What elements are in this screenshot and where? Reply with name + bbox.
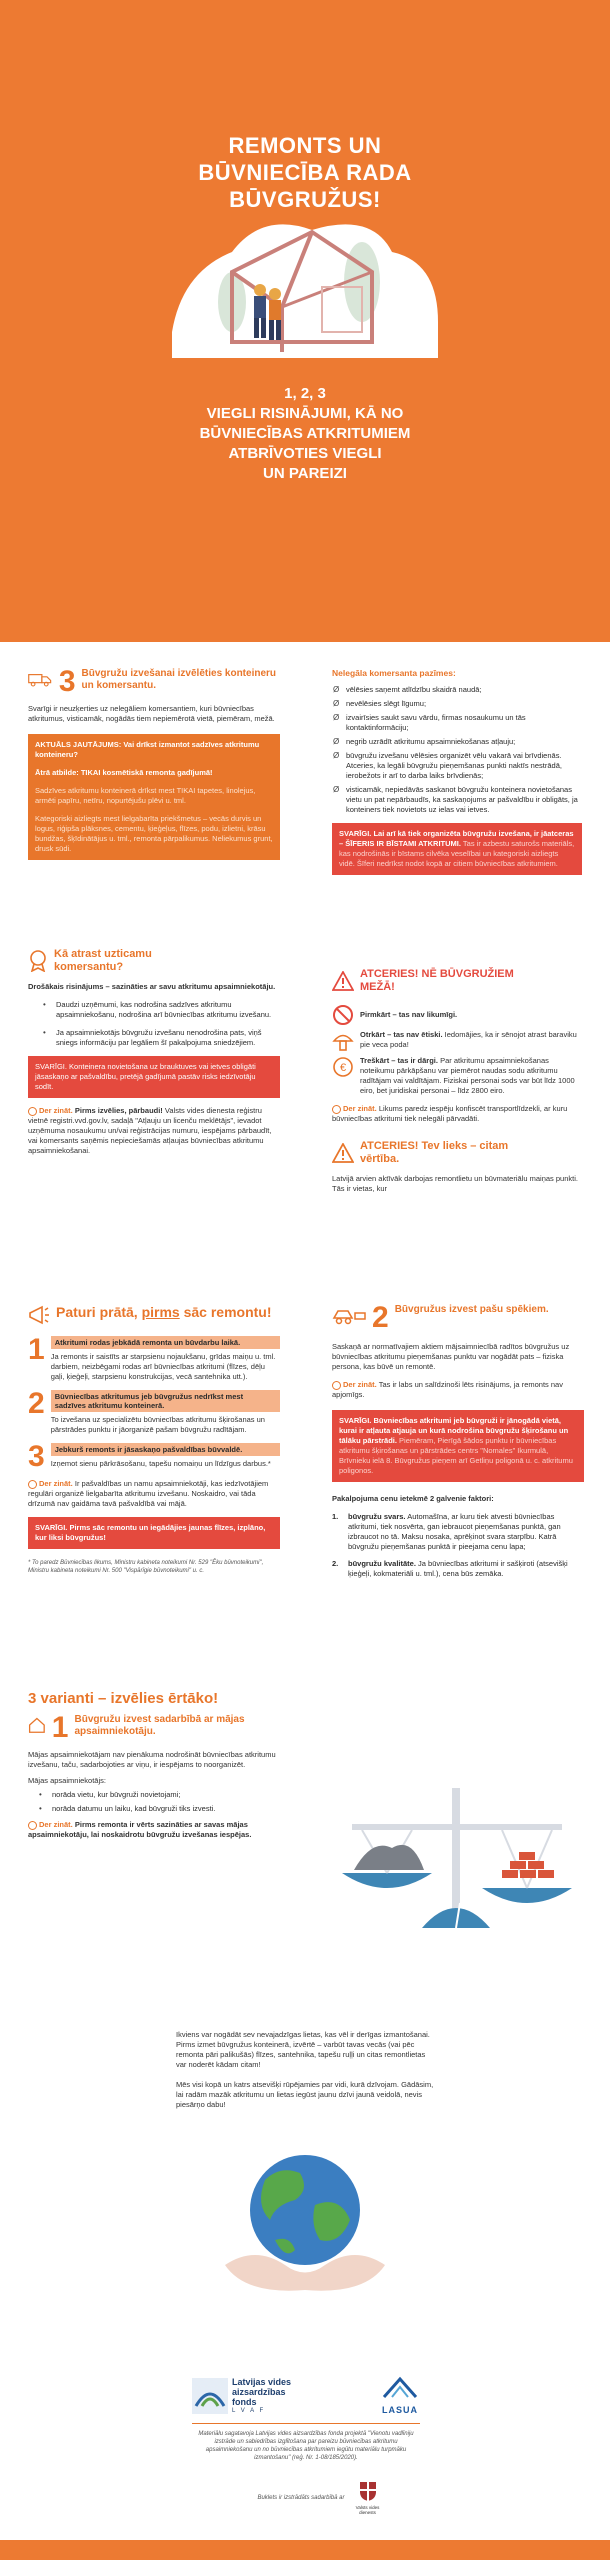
- item-number: 2: [28, 1387, 45, 1420]
- lvaf-name: Latvijas vides aizsardzības fonds: [232, 2376, 292, 2407]
- note-text: Likums paredz iespēju konfiscēt transportlīdzekli, ar kuru būvniecības atkritumi tiek nelegāli pārvadāti.: [332, 1104, 568, 1123]
- house-icon: [28, 1714, 46, 1736]
- section-title: 3 varianti – izvēlies ērtāko!: [28, 1690, 219, 1707]
- option-text: Mājas apsaimniekotājam nav pienākuma nodrošināt būvniecības atkritumu izvešanu, taču, sadarbojoties ar viņu, ir iespējams to noorganizēt.: [28, 1750, 276, 1769]
- list-item: [332, 1559, 584, 1579]
- section-title: Būvgružu izvešanai izvēlēties konteineru un komersantu.: [81, 668, 277, 691]
- hero-banner: [0, 0, 610, 642]
- closing-text: Mēs visi kopā un katrs atsevišķi rūpējamies par vidi, kurā dzīvojam. Gādāsim, lai radām mazāk atkritumu un lietas iegūst jaunu dzīvi jaunā veidolā, nevis piesārņo dabu!: [176, 2080, 434, 2109]
- list-item: [332, 1512, 584, 1552]
- item-number: 1: [28, 1333, 45, 1366]
- title-part: pirms: [141, 1304, 180, 1320]
- warning-text: Piemēram, Pierīgā šādos punktu ir būvniecības atkritumu šķirošanas un pārstrādes centrs "Nomales" Ikurmulā, Brīvnieku ielā 8. Būvgružus pieņem arī Getliņu poligonā u. c. atkritumu poligonos.: [339, 1436, 573, 1475]
- hero-subtitle: [0, 384, 610, 484]
- factor-text: Automašīna, ar kuru tiek atvesti būvniecības atkritumi, tiek nosvērta, gan iebraucot pieņemšanas punktā, gan izbraucot no tā. Maksu nosaka, aprēķinot svara starpību. Katrā būvgružu pieņemšanas punktā ir pieejama cenu lapa;: [348, 1512, 561, 1551]
- reason-head: Treškārt – tas ir dārgi.: [360, 1056, 438, 1065]
- section-title: Kā atrast uzticamu komersantu?: [54, 948, 152, 973]
- section-no-forest: [332, 968, 582, 1124]
- lightbulb-icon: [28, 1107, 37, 1116]
- note-head: Der zināt.: [39, 1479, 73, 1488]
- option-number: 1: [51, 1711, 69, 1744]
- list-item: Ø izvairīsies saukt savu vārdu, firmas nosaukumu un tās kontaktinformāciju;: [332, 713, 582, 733]
- section-illegal-signs: [332, 668, 582, 875]
- construction-workers-illustration: [172, 212, 438, 358]
- bullet-list: [28, 1790, 280, 1814]
- box-forbidden-text: Kategoriski aizliegts mest lielgabarīta priekšmetus – vecās durvis un logus, riģipša plāksnes, cementu, ķieģeļus, flīzes, podu, izlietni, krāsu bundžas, šķīdinātājus u. tml., remonta pārpalikumus. Neliekumus grunt, drusk sūdi.: [35, 814, 273, 853]
- factor-text: Ja būvniecības atkritumi ir sašķiroti (atsevišķi ķieģeļi, kokmateriāli u. tml.), cena būs zemāka.: [348, 1559, 568, 1578]
- megaphone-icon: [28, 1304, 50, 1326]
- lightbulb-icon: [28, 1480, 37, 1489]
- step-number: 3: [58, 665, 76, 698]
- hero-title-line: BŪVGRUŽUS!: [229, 187, 381, 212]
- section-title: Nelegāla komersanta pazīmes:: [332, 668, 456, 678]
- warning-box: SVARĪGI. Konteinera novietošana uz brauktuves vai ietves obligāti jāsaskaņo ar pašvaldību, pretējā gadījumā pastāv risks iedzīvotāju sodīt.: [28, 1056, 280, 1098]
- reason-row: [332, 1004, 582, 1026]
- factor-list: [332, 1512, 584, 1579]
- lightbulb-icon: [28, 1821, 37, 1830]
- footnote: * To paredz Būvniecības likums, Ministru kabineta noteikumi Nr. 529 "Ēku būvnoteikumi", Ministru kabineta noteikumi Nr. 500 "Vispārīgie būvnoteikumi" u. c.: [28, 1560, 264, 1574]
- warning-box: SVARĪGI. Pirms sāc remontu un iegādājies jaunas flīzes, izplāno, kur liksi būvgružus!: [28, 1517, 280, 1549]
- warning-box-asbestos: [332, 823, 582, 875]
- section-self-transport: [332, 1301, 584, 1586]
- coat-of-arms-icon: [357, 2480, 379, 2502]
- section-text: Latvijā arvien aktīvāk darbojas remontlietu un būvmateriālu maiņas punkti. Tās ir vietas, kur: [332, 1174, 578, 1193]
- reason-head: Otrkārt – tas nav ētiski.: [360, 1030, 443, 1039]
- item-tag: Jebkurš remonts ir jāsaskaņo pašvaldības būvvaldē.: [51, 1443, 280, 1456]
- option-text: Saskaņā ar normatīvajiem aktiem mājsaimniecībā radītos būvgružus uz būvniecības atkritumu pieņemšanas punktu var nogādāt pats – fiziska persona, kas būvē un remontē.: [332, 1342, 570, 1371]
- list-item: Ø būvgružu izvešanu vēlēsies organizēt vēlu vakarā vai brīvdienās. Atceries, ka legāli būvgružu pieņemšanas punkti naktīs nestrādā, ierobežots ir arī to darba laiks brīvdienās;: [332, 751, 582, 781]
- section-closing: [176, 2030, 434, 2110]
- note-head: Der zināt.: [39, 1820, 73, 1829]
- section-before-renovation: [28, 1304, 280, 1575]
- note-head: Der zināt.: [343, 1380, 377, 1389]
- item-text: Izņemot sienu pārkrāsošanu, tapešu nomaiņu un līdzīgus darbus.*: [50, 1459, 271, 1468]
- factor-head: būvgružu svars.: [348, 1512, 406, 1521]
- list-item: Ø nevēlēsies slēgt līgumu;: [332, 699, 582, 709]
- list-item: [28, 1440, 280, 1473]
- factors-title: Pakalpojuma cenu ietekmē 2 galvenie faktori:: [332, 1494, 494, 1503]
- hero-title-line: REMONTS UN: [228, 133, 382, 158]
- car-trailer-icon: [332, 1304, 366, 1326]
- list-item: [28, 1387, 280, 1435]
- list-item: • Ja apsaimniekotājs būvgružu izvešanu nenodrošina pats, viņš sniegs informāciju par legāliem šī pakalpojuma sniedzējiem.: [42, 1028, 280, 1048]
- note-bold: Pirms izvēlies, pārbaudi!: [74, 1106, 163, 1115]
- option-title: Būvgružu izvest sadarbībā ar mājas apsaimniekotāju.: [74, 1714, 245, 1737]
- list-item: [28, 1333, 280, 1382]
- vvd-logo: [353, 2480, 383, 2515]
- reason-text: Par atkritumu apsaimniekošanas noteikumu pārkāpšanu var piemērot naudas sodu atkritumu radītājam vai valdītājam. Fiziskai personai sods var būt līdz 1000 eiro, bet juridiskai personai – līdz 2800 eiro.: [360, 1056, 575, 1095]
- section-title: ATCERIES! NĒ BŪVGRUŽIEM MEŽĀ!: [360, 968, 514, 993]
- list-item: • norāda datumu un laiku, kad būvgruži tiks izvesti.: [38, 1804, 280, 1814]
- hero-sub-line: VIEGLI RISINĀJUMI, KĀ NO: [206, 405, 404, 422]
- list-item: Ø visticamāk, nepiedāvās saskanot būvgružu konteinera novietošanas vietu un pat nepārbaudīs, ka saskaņojums ar pašvaldību ir obligāts, ja konteiners tiek novietots uz ielas vai ietves.: [332, 785, 582, 815]
- sign-list: [332, 685, 582, 815]
- factor-number: 1.: [332, 1512, 339, 1521]
- hero-sub-line: ATBRĪVOTIES VIEGLI: [228, 445, 382, 462]
- lvaf-abbr: L V A F: [232, 2407, 266, 2414]
- lvaf-logo: [192, 2377, 312, 2415]
- list-item: Ø negrib uzrādīt atkritumu apsaimniekošanas atļauju;: [332, 737, 582, 747]
- option-number: 2: [372, 1301, 389, 1334]
- note-head: Der zināt.: [343, 1104, 377, 1113]
- bullet-list: [28, 1000, 280, 1048]
- section-title: ATCERIES! Tev lieks – citam vērtība.: [360, 1140, 509, 1165]
- section-find-company: [28, 948, 280, 1156]
- truck-icon: [28, 668, 53, 690]
- hero-sub-line: 1, 2, 3: [284, 385, 326, 402]
- warning-text: Tas ir azbestu saturošs materiāls, kas nodrošinās ir bīstams cilvēka veselībai un kategoriski aizliegts vidē. Šīferi nedrīkst nodot kopā ar citiem būvniecības atkritumiem.: [339, 839, 575, 869]
- note: [28, 1479, 280, 1509]
- svg-text:€: €: [339, 1062, 347, 1074]
- lightbulb-icon: [332, 1105, 341, 1114]
- section-subtitle: Drošākais risinājums – sazināties ar savu atkritumu apsaimniekotāju.: [28, 982, 276, 991]
- option-title: Būvgružus izvest pašu spēkiem.: [394, 1304, 549, 1315]
- item-text: Ja remonts ir saistīts ar starpsienu nojaukšanu, grīdas maiņu u. tml. darbiem, neizbēgami rodas arī būvniecības atkritumi (flīzes, dēļu gaļi, ķieģeļi, starpsienu konstrukcijas, vecā santehnika utt.).: [50, 1352, 276, 1381]
- note-text: Ir pašvaldības un namu apsaimniekotāji, kas iedzīvotājiem regulāri organizē lielgabarīta atkritumu izvešanu. Noskaidro, vai tāda drīzumā nav gaidāma tavā pašvaldībā vai mājā.: [28, 1479, 269, 1508]
- reason-text: Iedomājies, ka ir sēnojot atrast baraviku pie veca poda!: [360, 1030, 577, 1049]
- reason-head: Pirmkārt – tas nav likumīgi.: [360, 1010, 458, 1019]
- item-text: To izvešana uz specializētu būvniecības atkritumu šķirošanas un pārstrādes punktu ir jāorganizē pašam būvgružu radītājam.: [50, 1415, 265, 1434]
- mushroom-icon: [332, 1030, 354, 1052]
- note: [332, 1380, 584, 1400]
- note-text: Pirms remonta ir vērts sazināties ar savas mājas apsaimniekotāju, lai noskaidrotu būvgružu izvešanas iespējas.: [28, 1820, 252, 1839]
- item-tag: Atkritumi rodas jebkādā remonta un būvdarbu laikā.: [51, 1336, 280, 1349]
- reason-row: [332, 1030, 582, 1052]
- hero-sub-line: BŪVNIECĪBAS ATKRITUMIEM: [199, 425, 411, 442]
- lightbulb-icon: [332, 1381, 341, 1390]
- item-number: 3: [28, 1440, 45, 1473]
- box-question: AKTUĀLS JAUTĀJUMS: Vai drīkst izmantot sadzīves atkritumu konteineru?: [35, 740, 260, 759]
- warning-box: [332, 1410, 584, 1482]
- list-item: Ø vēlēsies saņemt atlīdzību skaidrā naudā;: [332, 685, 582, 695]
- reason-row: [332, 1056, 582, 1096]
- supported-text: Buklets ir izstrādāts sadarbībā ar: [257, 2494, 345, 2501]
- title-part: Paturi prātā,: [56, 1304, 138, 1320]
- hero-title: [0, 132, 610, 213]
- section-text: Svarīgi ir neuzķerties uz nelegāliem komersantiem, kuri būvniecības atkritumus, visticamāk, nogādās tiem nepiemērotā vietā, piemēram, mežā.: [28, 704, 275, 723]
- section-options: [28, 1690, 280, 1840]
- earth-hands-illustration: [215, 2145, 395, 2295]
- note: [332, 1104, 582, 1124]
- list-item: • norāda vietu, kur būvgruži novietojami;: [38, 1790, 280, 1800]
- note-text: Valsts vides dienesta reģistru vietnē registri.vvd.gov.lv, sadaļā "Atļauju un licenču meklētājs", ievadot uzņēmuma nosaukumu un/vai reģistrācijas numuru, iespējams pārbaudīt, vai komersants saņēmis nepieciešamās atļaujas būvniecības atkritumu apsaimniekošanai.: [28, 1106, 272, 1155]
- section-reuse: [332, 1140, 582, 1194]
- box-allowed-text: Sadzīves atkritumu konteinerā drīkst mest TIKAI tapetes, linolejus, armēti papīru, netīru, nopurtējušu plēvi u. tml.: [35, 786, 256, 805]
- warning-triangle-icon: [332, 1143, 354, 1163]
- vvd-name: Valsts vides dienests: [355, 2505, 380, 2516]
- award-icon: [28, 950, 48, 972]
- title-part: sāc remontu!: [183, 1304, 272, 1320]
- note-head: Der zināt.: [39, 1106, 73, 1115]
- warning-triangle-icon: [332, 971, 354, 991]
- note: [28, 1106, 280, 1156]
- lasua-emblem-icon: [380, 2375, 420, 2401]
- list-item: • Daudzi uzņēmumi, kas nodrošina sadzīves atkritumu apsaimniekošanu, nodrošina arī būvniecības atkritumu izvešanu.: [42, 1000, 280, 1020]
- footer-bar: [0, 2540, 610, 2560]
- factor-head: būvgružu kvalitāte.: [348, 1559, 416, 1568]
- closing-text: Ikviens var nogādāt sev nevajadzīgas lietas, kas vēl ir derīgas izmantošanai. Pirms izmet būvgružus konteinerā, izvērtē – varbūt tavas vecās (vai pēc remonta pāri palikušās) flīzes, santehnika, tapešu ruļļi un citas remontlietas var noderēt kādam citam!: [176, 2030, 430, 2069]
- hero-sub-line: UN PAREIZI: [263, 465, 347, 482]
- lasua-name: LASUA: [382, 2405, 418, 2416]
- note: [28, 1820, 280, 1840]
- option-text: Mājas apsaimniekotājs:: [28, 1776, 106, 1785]
- warning-head: SVARĪGI. Būvniecības atkritumi jeb būvgruži ir jānogādā vietā, kurai ir atļauta atjauja un kurā nodrošina būvgružu šķirošanu un tālāku pārstrādi.: [339, 1416, 569, 1445]
- lasua-logo: [380, 2375, 420, 2416]
- prohibited-icon: [332, 1004, 354, 1026]
- warning-head: SVARĪGI. Lai arī kā tiek organizēta būvgružu izvešana, ir jāatceras – ŠĪFERIS IR BĪSTAMI ATKRITUMI.: [339, 829, 574, 849]
- disclaimer: Materiālu sagatavoja Latvijas vides aizsardzības fonda projektā "Vienotu vadlīniju izstrāde un sabiedrības izglītošana par pareizu būvniecības atkritumu apsaimniekošanu un no būvniecības atkritumiem iegūtu materiālu turpmāku izmantošanu" (reģ. Nr. 1-08/185/2020).: [198, 2431, 414, 2461]
- hero-title-line: BŪVNIECĪBA RADA: [198, 160, 412, 185]
- scale-illustration: [332, 1778, 584, 1948]
- note-text: Tas ir labs un salīdzinoši lēts risinājums, ja remonts nav apjomīgs.: [332, 1380, 563, 1399]
- money-icon: [332, 1056, 354, 1078]
- divider: [192, 2423, 420, 2424]
- section-container-choice: [28, 665, 280, 860]
- logo-row: [192, 2375, 420, 2416]
- lvaf-emblem-icon: [192, 2378, 228, 2414]
- box-answer: Ātrā atbilde: TIKAI kosmētiskā remonta gadījumā!: [35, 768, 213, 777]
- info-box-container-question: [28, 734, 280, 860]
- item-tag: Būvniecības atkritumus jeb būvgružus nedrīkst mest sadzīves atkritumu konteinerā.: [51, 1390, 280, 1412]
- factor-number: 2.: [332, 1559, 339, 1568]
- partner-row: [230, 2480, 410, 2515]
